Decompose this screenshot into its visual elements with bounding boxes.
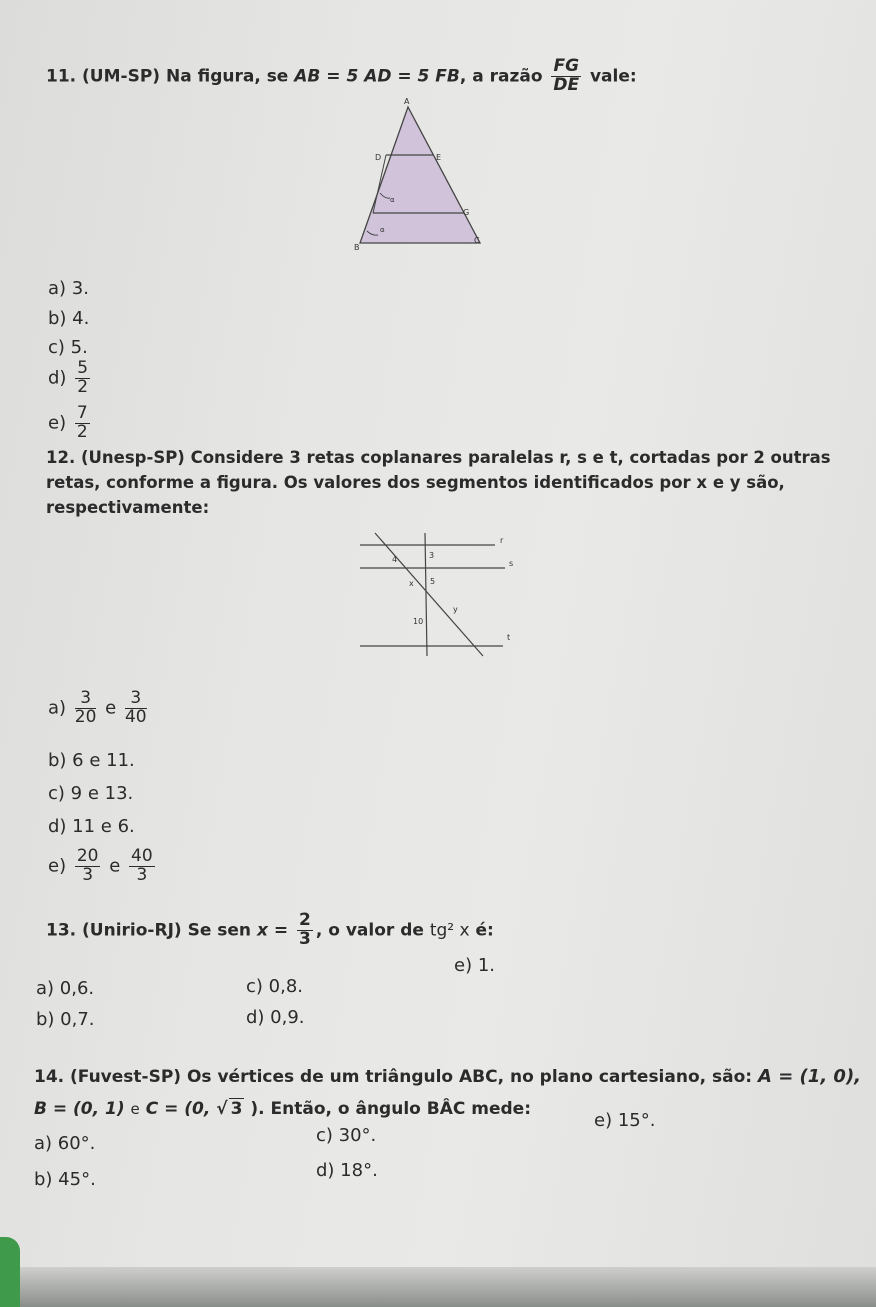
q11-prefix: 11. (UM-SP) Na figura, se — [46, 66, 289, 87]
frac-num: 20 — [76, 846, 99, 866]
frac-den: 3 — [136, 864, 148, 885]
q12-line-3: respectivamente: — [46, 498, 210, 517]
page-bottom-edge — [0, 1267, 876, 1307]
label-g: G — [463, 208, 470, 217]
q11-fraction — [551, 58, 581, 95]
q13-suffix: é: — [475, 920, 494, 941]
q14-close-paren: ) — [250, 1099, 259, 1119]
q11-option-e — [48, 405, 93, 442]
label-x: x — [409, 579, 414, 588]
q13-var: x — [256, 920, 268, 941]
q14-option-b: b) 45°. — [34, 1169, 96, 1190]
q11-option-e-fraction — [75, 405, 90, 442]
q11-frac-den: DE — [553, 74, 580, 95]
q12-line-1: 12. (Unesp-SP) Considere 3 retas coplanares paralelas r, s e t, cortadas por 2 outras — [46, 448, 831, 467]
q11-suffix: vale: — [589, 66, 637, 87]
label-t: t — [507, 633, 511, 642]
q12-option-a — [48, 690, 150, 727]
q13-middle: , o valor de — [315, 920, 424, 941]
q11-option-c: c) 5. — [48, 337, 88, 358]
frac-den: 3 — [82, 864, 94, 885]
q14-point-b: B = (0, 1) — [34, 1099, 125, 1119]
q13-prefix: 13. (Unirio-RJ) Se sen — [46, 920, 252, 941]
q14-conj: e — [130, 1100, 140, 1118]
q13-tg: tg² x — [429, 920, 470, 941]
q13-fraction — [297, 912, 313, 949]
label-r: r — [500, 536, 504, 545]
q12-option-a-fraction-2 — [125, 690, 147, 727]
q12-option-c: c) 9 e 13. — [48, 783, 134, 804]
q11-option-e-label: e) — [48, 412, 67, 434]
q12-line-2: retas, conforme a figura. Os valores dos segmentos identificados por x e y são, — [46, 473, 785, 492]
transversal-1 — [425, 533, 427, 656]
frac-num: 2 — [299, 910, 311, 930]
frac-den: 2 — [76, 421, 88, 442]
q13-option-b: b) 0,7. — [36, 1009, 95, 1030]
label-10: 10 — [413, 617, 424, 626]
q12-parallel-lines-figure — [355, 528, 525, 658]
q11-option-d — [48, 360, 93, 397]
q13-option-d: d) 0,9. — [246, 1007, 305, 1028]
q13-eq: = — [273, 920, 289, 941]
q13-option-a: a) 0,6. — [36, 978, 95, 999]
q14-line-1 — [34, 1066, 861, 1087]
label-c: C — [474, 236, 480, 245]
q11-equation: AB = 5 AD = 5 FB — [294, 66, 460, 87]
q11-option-a: a) 3. — [48, 278, 89, 299]
label-alpha-1: α — [390, 196, 395, 204]
label-e: E — [436, 153, 442, 162]
q11-statement — [46, 58, 637, 95]
q14-option-e: e) 15°. — [594, 1110, 656, 1131]
q11-option-d-fraction — [75, 360, 90, 397]
q13-option-e: e) 1. — [454, 955, 495, 976]
frac-num: 5 — [77, 358, 89, 378]
frac-num: 3 — [125, 690, 147, 709]
q13-statement — [46, 912, 494, 949]
green-corner-decoration — [0, 1237, 20, 1307]
frac-den: 2 — [77, 376, 89, 397]
q12-option-a-label: a) — [48, 697, 67, 719]
q14-option-d: d) 18°. — [316, 1160, 378, 1181]
q14-line-1-text: 14. (Fuvest-SP) Os vértices de um triângulo ABC, no plano cartesiano, são: — [34, 1067, 753, 1087]
q12-option-e-conj: e — [109, 855, 121, 877]
q11-frac-num: FG — [553, 56, 580, 76]
q12-option-e-fraction-1 — [75, 848, 101, 885]
q11-middle: , a razão — [459, 66, 543, 87]
q12-option-d: d) 11 e 6. — [48, 816, 135, 837]
q11-option-d-label: d) — [48, 367, 67, 389]
q14-option-c: c) 30°. — [316, 1125, 377, 1146]
q12-option-a-conj: e — [105, 697, 117, 719]
q11-triangle-figure — [340, 95, 500, 260]
label-d: D — [375, 153, 382, 162]
q12-option-b: b) 6 e 11. — [48, 750, 135, 771]
frac-den: 3 — [299, 928, 311, 949]
q12-option-e-fraction-2 — [129, 848, 155, 885]
q14-point-a: A = (1, 0), — [758, 1066, 862, 1087]
q14-option-a: a) 60°. — [34, 1133, 96, 1154]
q12-option-e-label: e) — [48, 855, 67, 877]
label-3: 3 — [429, 551, 435, 560]
q14-point-c: C = (0, — [145, 1099, 211, 1119]
frac-den: 40 — [124, 706, 147, 727]
label-s: s — [509, 559, 514, 568]
q12-option-e — [48, 848, 158, 885]
q12-option-a-fraction-1 — [75, 690, 97, 727]
label-a: A — [404, 97, 410, 106]
frac-num: 3 — [75, 690, 97, 709]
label-y: y — [453, 605, 458, 614]
triangle-fill — [360, 107, 480, 243]
label-b: B — [354, 243, 360, 252]
q14-line-2 — [34, 1098, 531, 1119]
q14-sqrt-radicand: 3 — [230, 1099, 243, 1119]
q13-option-c: c) 0,8. — [246, 976, 303, 997]
label-alpha-2: α — [380, 226, 385, 234]
q14-sqrt-symbol: √ — [216, 1099, 228, 1119]
q11-option-b: b) 4. — [48, 308, 90, 329]
frac-den: 20 — [74, 706, 97, 727]
label-4: 4 — [392, 555, 398, 564]
label-5: 5 — [430, 577, 436, 586]
frac-num: 7 — [76, 403, 88, 423]
q14-line-2-text: . Então, o ângulo BÂC mede: — [258, 1099, 532, 1119]
frac-num: 40 — [131, 846, 153, 866]
